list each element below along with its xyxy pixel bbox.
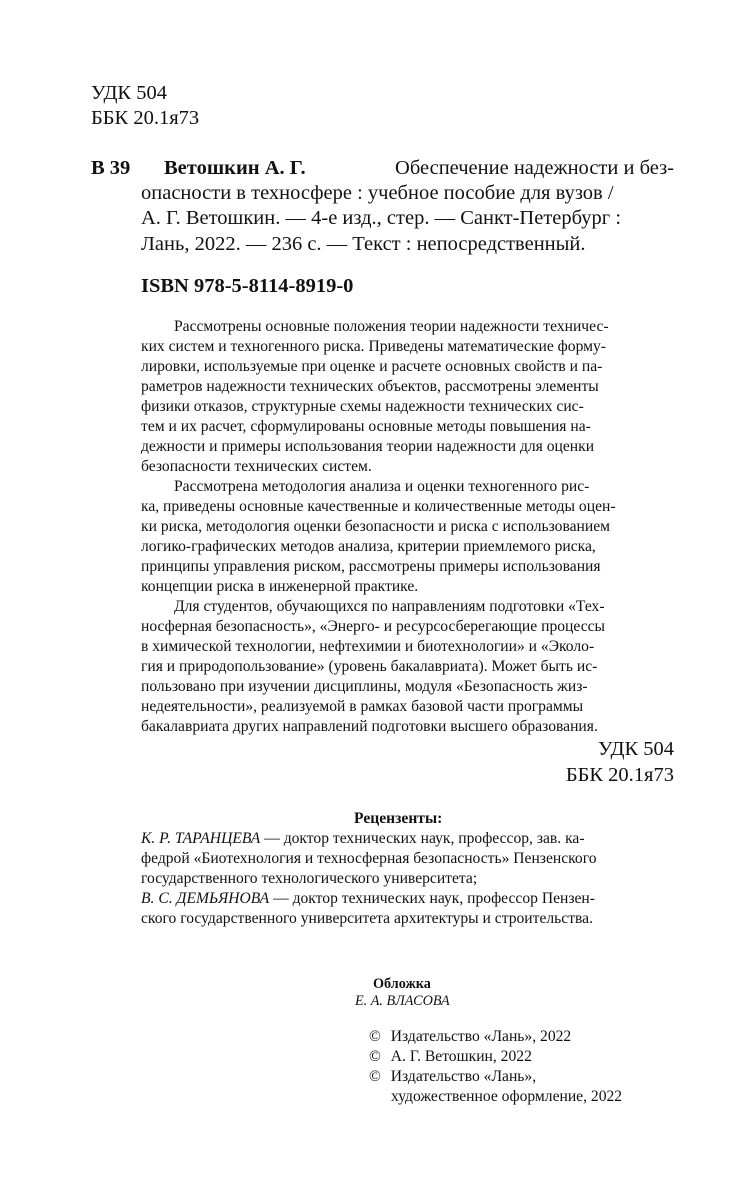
reviewer-1-name: К. Р. ТАРАНЦЕВА (141, 830, 261, 847)
abstract-line: раметров надежности технических объектов, рассмотрены элементы (141, 378, 599, 395)
reviewer-2-line-2: ского государственного университета архитектуры и строительства. (141, 910, 593, 927)
abstract-line: Для студентов, обучающихся по направлениям подготовки «Тех- (174, 598, 605, 615)
abstract-line: лировки, используемые при оценке и расчете основных свойств и па- (141, 358, 603, 375)
bib-title-start: Обеспечение надежности и без- (395, 157, 674, 179)
abstract-line: пользовано при изучении дисциплины, модуля «Безопасность жиз- (141, 678, 588, 695)
copyright-icon: © (369, 1068, 381, 1085)
bib-line-3: А. Г. Ветошкин. — 4-е изд., стер. — Санкт-Петербург : (141, 207, 622, 229)
abstract-line: ки риска, методология оценки безопасности и риска с использованием (141, 518, 611, 535)
reviewer-1-line-1 (141, 830, 585, 848)
reviewer-2-line-1 (141, 890, 595, 908)
copyright-line-1 (369, 1028, 571, 1046)
reviewer-2-text: — доктор технических наук, профессор Пензен- (269, 890, 595, 907)
cover-artist: Е. А. ВЛАСОВА (355, 993, 450, 1009)
abstract-line: физики отказов, структурные схемы надежности технических сис- (141, 398, 584, 415)
bbk-code-repeat: ББК 20.1я73 (565, 764, 674, 786)
reviewer-1-line-3: государственного технологического университета; (141, 870, 478, 887)
bib-line-4: Лань, 2022. — 236 с. — Текст : непосредственный. (141, 233, 586, 255)
abstract-line: носферная безопасность», «Энерго- и ресурсосберегающие процессы (141, 618, 606, 635)
abstract-line: ка, приведены основные качественные и количественные методы оцен- (141, 498, 616, 515)
copyright-icon: © (369, 1028, 381, 1045)
reviewer-1-line-2: федрой «Биотехнология и техносферная безопасность» Пензенского (141, 850, 597, 867)
reviewer-2-name: В. С. ДЕМЬЯНОВА (141, 890, 270, 907)
copyright-text: Издательство «Лань», 2022 (390, 1028, 572, 1045)
abstract-line: тем и их расчет, сформулированы основные методы повышения на- (141, 418, 591, 435)
abstract-line: концепции риска в инженерной практике. (141, 578, 419, 595)
abstract-line: дежности и примеры использования теории надежности для оценки (141, 438, 595, 455)
copyright-text: Издательство «Лань», (390, 1068, 537, 1085)
abstract-line: ких систем и техногенного риска. Приведены математические форму- (141, 338, 606, 355)
abstract-line: Рассмотрена методология анализа и оценки техногенного рис- (174, 478, 590, 495)
abstract-line: в химической технологии, нефтехимии и биотехнологии» и «Эколо- (141, 638, 595, 655)
udk-code-repeat: УДК 504 (598, 738, 674, 760)
abstract-line: гия и природопользование» (уровень бакалавриата). Может быть ис- (141, 658, 598, 675)
author-sign-code: В 39 (91, 157, 131, 179)
isbn: ISBN 978-5-8114-8919-0 (141, 275, 354, 297)
copyright-icon: © (369, 1048, 381, 1065)
copyright-line-3 (369, 1068, 536, 1086)
abstract-line: принципы управления риском, рассмотрены примеры использования (141, 558, 601, 575)
cover-title: Обложка (373, 976, 431, 992)
bbk-code: ББК 20.1я73 (91, 107, 200, 129)
abstract-line: недеятельности», реализуемой в рамках базовой части программы (141, 698, 584, 715)
copyright-line-4: художественное оформление, 2022 (391, 1088, 623, 1105)
abstract-line: Рассмотрены основные положения теории надежности техничес- (174, 318, 609, 335)
udk-code: УДК 504 (91, 82, 167, 104)
reviewer-1-text: — доктор технических наук, профессор, зав. ка- (260, 830, 585, 847)
abstract-line: логико-графических методов анализа, критерии приемлемого риска, (141, 538, 596, 555)
bib-line-1 (164, 157, 674, 180)
abstract-line: безопасности технических систем. (141, 458, 372, 475)
bib-line-2: опасности в техносфере : учебное пособие для вузов / (141, 182, 614, 204)
copyright-line-2 (369, 1048, 532, 1066)
reviewers-title: Рецензенты: (354, 810, 443, 827)
author-name: Ветошкин А. Г. (164, 157, 306, 179)
abstract-line: бакалавриата других направлений подготовки высшего образования. (141, 718, 598, 735)
copyright-text: А. Г. Ветошкин, 2022 (390, 1048, 532, 1065)
